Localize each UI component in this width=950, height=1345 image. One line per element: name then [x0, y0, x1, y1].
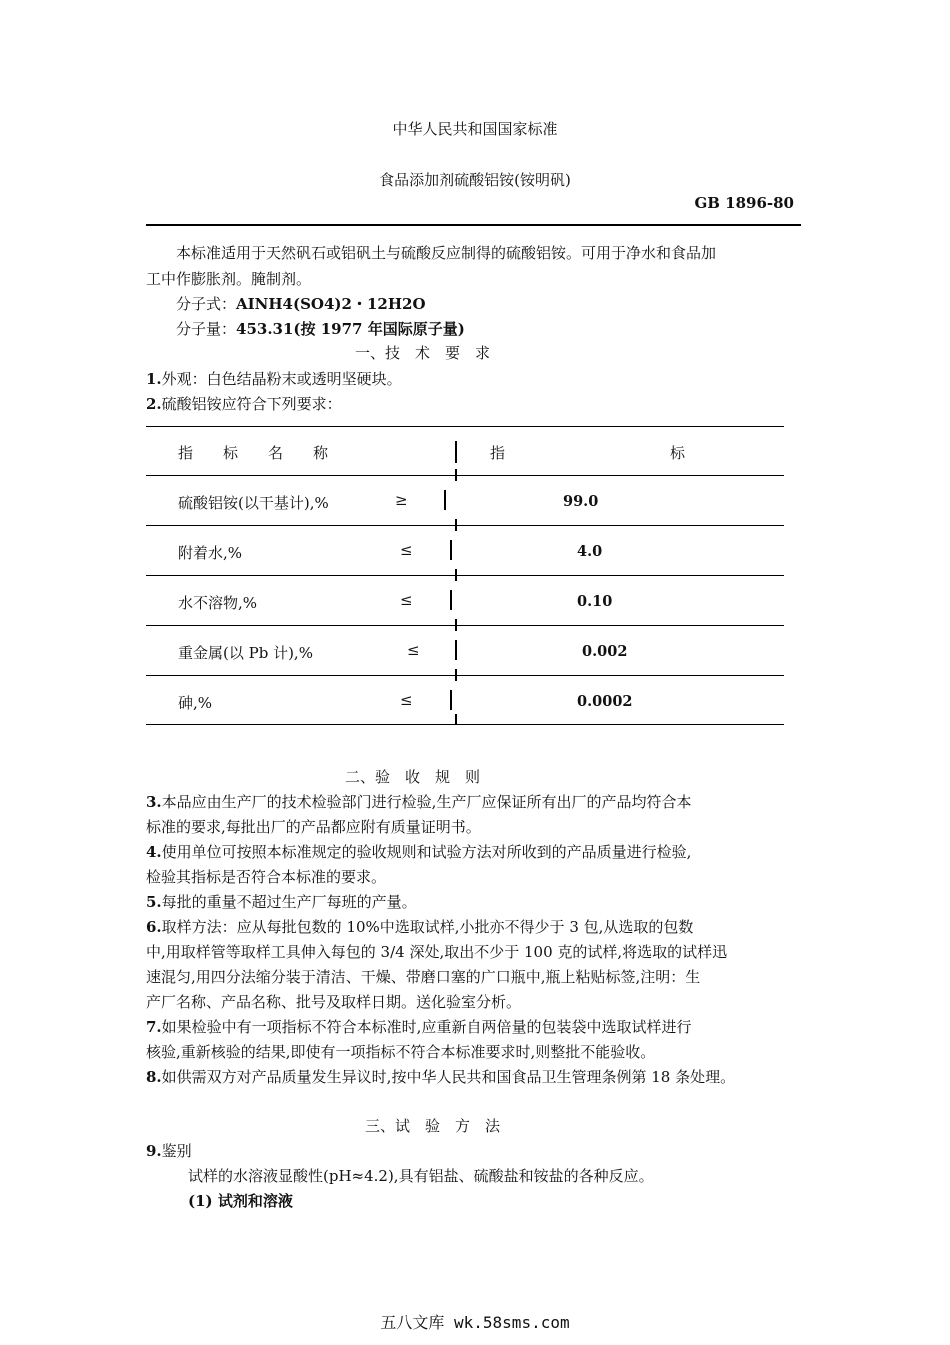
row-rule [146, 675, 784, 676]
formula-value: AINH4(SO4)2・12H2O [236, 295, 426, 313]
section2-title: 二、验 收 规 则 [345, 768, 481, 786]
row-tick [455, 714, 457, 724]
row-tick [455, 469, 457, 481]
table-header-rule [146, 475, 784, 476]
line-text: 产厂名称、产品名称、批号及取样日期。送化验室分析。 [146, 993, 522, 1011]
line-number: 3. [146, 793, 162, 811]
row-separator [450, 540, 452, 560]
item-2-number: 2. [146, 395, 162, 413]
row-rule [146, 525, 784, 526]
line-text: 如供需双方对产品质量发生异议时,按中华人民共和国食品卫生管理条例第 18 条处理。 [161, 1068, 736, 1086]
line-number: 5. [146, 893, 162, 911]
line-text: 标准的要求,每批出厂的产品都应附有质量证明书。 [146, 818, 481, 836]
paragraph-line [146, 966, 700, 987]
row-separator [444, 490, 446, 510]
row-separator [455, 640, 457, 660]
row-value: 0.0002 [577, 693, 633, 710]
formula-label: 分子式： [176, 295, 237, 313]
row-rule [146, 575, 784, 576]
paragraph-line [146, 1066, 735, 1087]
standard-code: GB 1896-80 [694, 194, 794, 212]
line-text: 本品应由生产厂的技术检验部门进行检验,生产厂应保证所有出厂的产品均符合本 [161, 793, 692, 811]
line-text: 使用单位可按照本标准规定的验收规则和试验方法对所收到的产品质量进行检验, [161, 843, 692, 861]
paragraph-line [146, 841, 691, 862]
line-number: 6. [146, 918, 162, 936]
row-value: 99.0 [563, 493, 599, 510]
mw-value: 453.31(按 1977 年国际原子量) [236, 320, 465, 338]
line-text: 中,用取样管等取样工具伸入每包的 3/4 深处,取出不少于 100 克的试样,将选取的试样迅 [146, 943, 728, 961]
footer-watermark: 五八文库 wk.58sms.com [380, 1313, 570, 1332]
row-name: 附着水,% [178, 544, 243, 562]
row-operator: ≤ [407, 641, 420, 659]
intro-line-1: 本标准适用于天然矾石或铝矾土与硫酸反应制得的硫酸铝铵。可用于净水和食品加 [176, 244, 717, 262]
molecular-weight [176, 318, 465, 339]
line-text: 取样方法：应从每批包数的 10%中选取试样,小批亦不得少于 3 包,从选取的包数 [161, 918, 694, 936]
row-tick [455, 619, 457, 631]
table-top-rule [146, 426, 784, 427]
row-tick [455, 669, 457, 681]
item-9-text: 鉴别 [161, 1142, 192, 1160]
line-text: 如果检验中有一项指标不符合本标准时,应重新自两倍量的包装袋中选取试样进行 [161, 1018, 692, 1036]
row-operator: ≤ [400, 691, 413, 709]
paragraph-line [146, 916, 693, 937]
paragraph-line [146, 991, 521, 1012]
line-number: 8. [146, 1068, 162, 1086]
item-9-number: 9. [146, 1142, 162, 1160]
line-text: 每批的重量不超过生产厂每班的产量。 [161, 893, 417, 911]
row-operator: ≤ [400, 591, 413, 609]
paragraph-line [146, 791, 691, 812]
line-number: 7. [146, 1018, 162, 1036]
row-tick [455, 569, 457, 581]
row-name: 重金属(以 Pb 计),% [178, 644, 313, 662]
paragraph-line [146, 816, 481, 837]
row-operator: ≤ [400, 541, 413, 559]
item-9 [146, 1140, 192, 1161]
paragraph-line [146, 941, 727, 962]
row-name: 硫酸铝铵(以干基计),% [178, 494, 329, 512]
identification-line: 试样的水溶液显酸性(pH≈4.2),具有铝盐、硫酸盐和铵盐的各种反应。 [188, 1167, 654, 1185]
reagents-heading: (1) 试剂和溶液 [188, 1192, 293, 1210]
paragraph-line [146, 891, 417, 912]
paragraph-line [146, 1041, 655, 1062]
line-text: 检验其指标是否符合本标准的要求。 [146, 868, 387, 886]
row-name: 水不溶物,% [178, 594, 258, 612]
row-value: 0.10 [577, 593, 613, 610]
row-separator [450, 690, 452, 710]
mw-label: 分子量： [176, 320, 237, 338]
item-1-text: 外观：白色结晶粉末或透明坚硬块。 [161, 370, 402, 388]
line-text: 速混匀,用四分法缩分装于清洁、干燥、带磨口塞的广口瓶中,瓶上粘贴标签,注明：生 [146, 968, 701, 986]
table-bottom-rule [146, 724, 784, 725]
line-text: 核验,重新核验的结果,即使有一项指标不符合本标准要求时,则整批不能验收。 [146, 1043, 656, 1061]
row-value: 0.002 [582, 643, 628, 660]
row-name: 砷,% [178, 694, 213, 712]
row-value: 4.0 [577, 543, 603, 560]
row-rule [146, 625, 784, 626]
paragraph-line [146, 866, 386, 887]
section3-title: 三、试 验 方 法 [365, 1117, 501, 1135]
item-2 [146, 393, 342, 414]
standard-org: 中华人民共和国国家标准 [392, 120, 558, 138]
item-1 [146, 368, 402, 389]
row-separator [450, 590, 452, 610]
intro-line-2: 工中作膨胀剂。腌制剂。 [146, 270, 312, 288]
document-title: 食品添加剂硫酸铝铵(铵明矾) [379, 171, 571, 189]
section1-title: 一、技 术 要 求 [355, 344, 491, 362]
table-header-name: 指 标 名 称 [178, 444, 329, 462]
row-tick [455, 519, 457, 531]
table-header-separator [455, 441, 457, 463]
molecular-formula [176, 293, 426, 314]
paragraph-line [146, 1016, 691, 1037]
row-operator: ≥ [395, 491, 408, 509]
item-2-text: 硫酸铝铵应符合下列要求： [161, 395, 342, 413]
line-number: 4. [146, 843, 162, 861]
table-header-value: 指 标 [490, 444, 686, 462]
header-rule [146, 224, 801, 226]
item-1-number: 1. [146, 370, 162, 388]
